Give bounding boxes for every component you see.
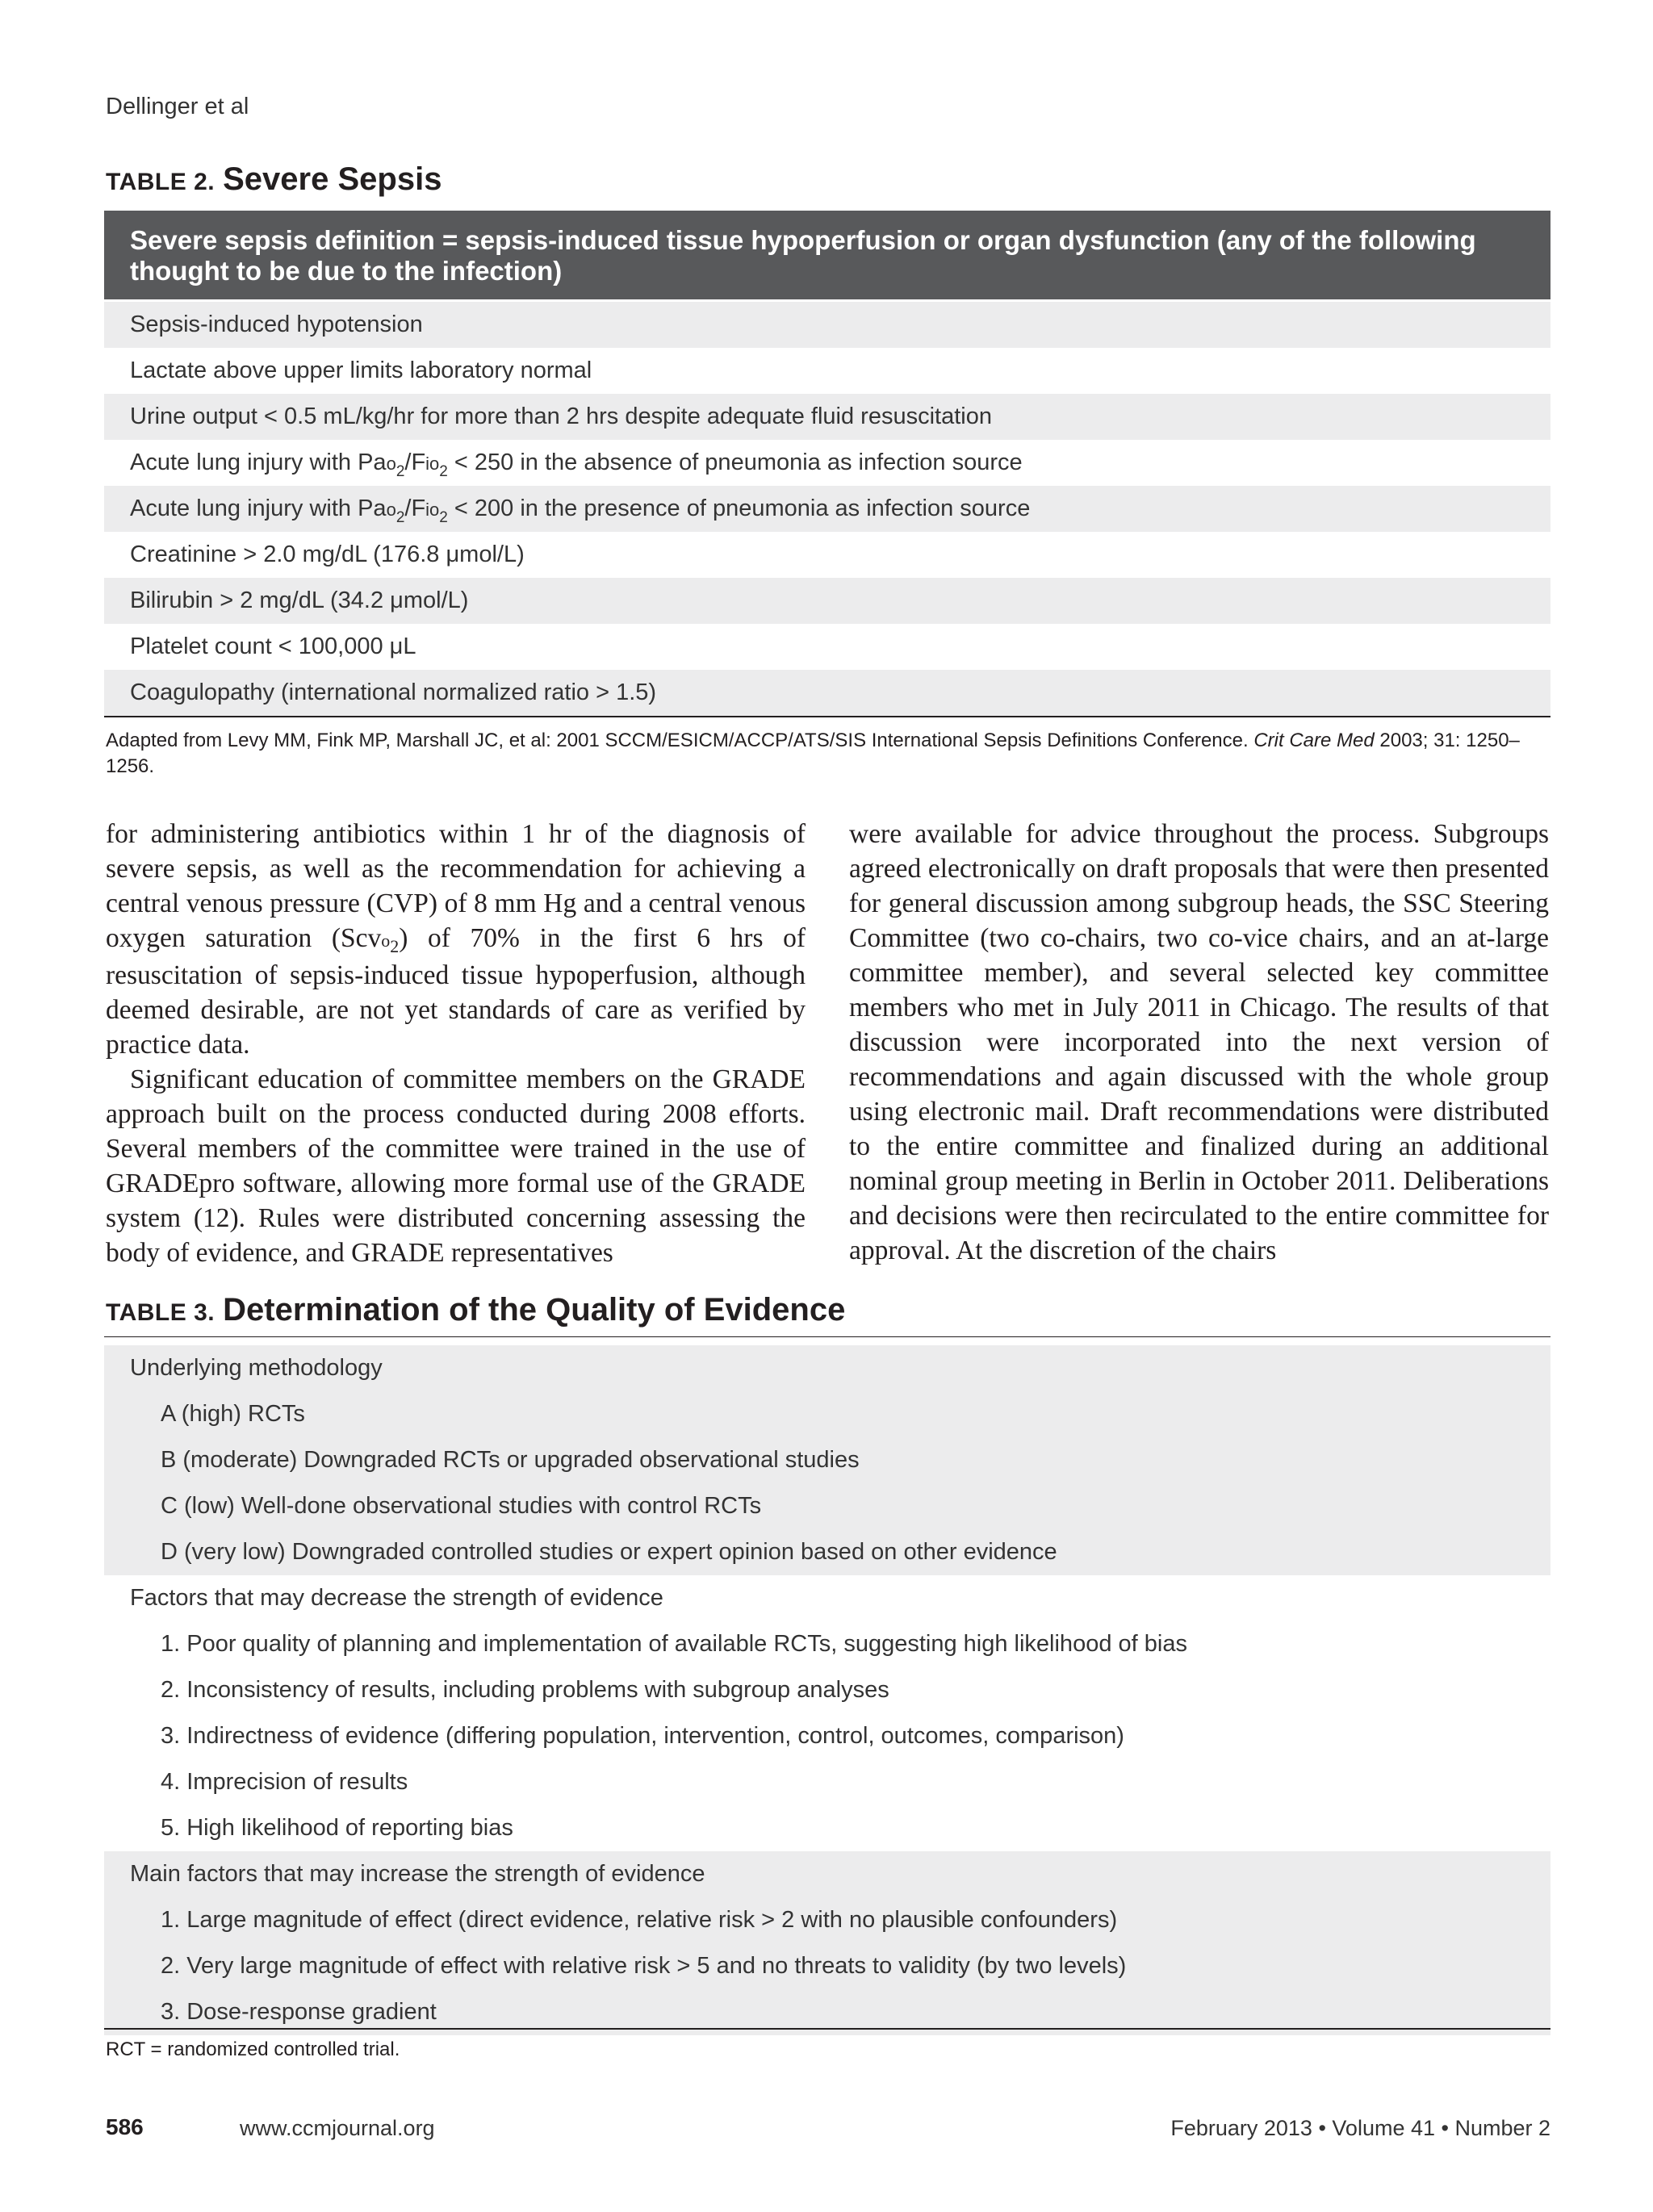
page-number: 586 (106, 2114, 144, 2139)
table-row: D (very low) Downgraded controlled studies or expert opinion based on other evidence (104, 1529, 1550, 1575)
table-row: 1. Poor quality of planning and implementation of available RCTs, suggesting high likelihood of bias (161, 1631, 1187, 1657)
table-row: Creatinine > 2.0 mg/dL (176.8 μmol/L) (130, 542, 525, 567)
table3-heading: Determination of the Quality of Evidence (223, 1292, 846, 1328)
paragraph: for administering antibiotics within 1 hr of the diagnosis of severe sepsis, as well as the recommendation for achieving a central venous pressure (CVP) of 8 mm Hg and a central venous oxygen saturation (Scvo$_2$) of 70% in the first 6 hrs of resuscitation of sepsis-induced tissue hypoperfusion, although deemed desirable, are not yet standards of care as verified by practice data. (106, 819, 806, 1060)
table-row: C (low) Well-done observational studies with control RCTs (104, 1483, 1550, 1529)
table2-header: Severe sepsis definition = sepsis-induced tissue hypoperfusion or organ dysfunction (any of the following thought to be due to the infection) (104, 211, 1550, 299)
table3-footnote: RCT = randomized controlled trial. (106, 2038, 400, 2060)
table-row: Sepsis-induced hypotension (104, 302, 1550, 348)
table-row: 5. High likelihood of reporting bias (161, 1815, 513, 1841)
table-row: Lactate above upper limits laboratory normal (130, 358, 592, 383)
table-row: Coagulopathy (international normalized ratio > 1.5) (104, 670, 1550, 716)
issue-info: February 2013 • Volume 41 • Number 2 (1170, 2116, 1550, 2140)
table-row: 4. Imprecision of results (161, 1769, 408, 1795)
table3-bottom-rule (104, 2028, 1550, 2030)
table3-label: TABLE 3. (106, 1299, 216, 1326)
body-column-left (106, 817, 806, 1270)
table2-heading: Severe Sepsis (223, 161, 442, 197)
table-row: Factors that may decrease the strength of evidence (130, 1585, 663, 1611)
paragraph: Significant education of committee members on the GRADE approach built on the process conducted during 2008 efforts. Several members of the committee were trained in the use of GRADEpro software, allowing more formal use of the GRADE system (12). Rules were distributed concerning assessing the body of evidence, and GRADE representatives (106, 1064, 806, 1268)
table2-footnote: Adapted from Levy MM, Fink MP, Marshall JC, et al: 2001 SCCM/ESICM/ACCP/ATS/SIS International Sepsis Definitions Conference. Crit Care Med 2003; 31: 1250–1256. (106, 730, 1520, 777)
table-row: 3. Indirectness of evidence (differing population, intervention, control, outcomes, comparison) (161, 1723, 1124, 1749)
table-row: 2. Very large magnitude of effect with relative risk > 5 and no threats to validity (by two levels) (104, 1943, 1550, 1989)
table3-body (104, 1345, 1550, 2035)
table-row: Main factors that may increase the strength of evidence (104, 1851, 1550, 1897)
running-head: Dellinger et al (106, 94, 249, 119)
table-row: Underlying methodology (104, 1345, 1550, 1391)
table-row: Platelet count < 100,000 μL (130, 633, 416, 659)
paragraph: were available for advice throughout the process. Subgroups agreed electronically on draft proposals that were then presented for general discussion among subgroup heads, the SSC Steering Committee (two co-chairs, two co-vice chairs, and an at-large committee member), and several selected key committee members who met in July 2011 in Chicago. The results of that discussion were incorporated into the next version of recommendations and again discussed with the whole group using electronic mail. Draft recommendations were distributed to the entire committee and finalized during an additional nominal group meeting in Berlin in October 2011. Deliberations and decisions were then recirculated to the entire committee for approval. At the discretion of the chairs (849, 819, 1549, 1265)
table2-bottom-rule (104, 716, 1550, 717)
table2-body (104, 302, 1550, 716)
table2-title (106, 161, 441, 198)
table-row: B (moderate) Downgraded RCTs or upgraded observational studies (104, 1437, 1550, 1483)
body-column-right (849, 817, 1549, 1268)
table-row: Acute lung injury with Pao$_2$/Fio$_2$ < 250 in the absence of pneumonia as infection source (130, 450, 1023, 480)
table-row: 2. Inconsistency of results, including problems with subgroup analyses (161, 1677, 889, 1703)
table-row: Urine output < 0.5 mL/kg/hr for more than 2 hrs despite adequate fluid resuscitation (104, 394, 1550, 440)
table3-title (106, 1292, 845, 1328)
table-row: Bilirubin > 2 mg/dL (34.2 μmol/L) (104, 578, 1550, 624)
table2-label: TABLE 2. (106, 169, 216, 195)
table-row: Acute lung injury with Pao$_2$/Fio$_2$ < 200 in the presence of pneumonia as infection source (104, 486, 1550, 532)
table-row: 1. Large magnitude of effect (direct evidence, relative risk > 2 with no plausible confounders) (104, 1897, 1550, 1943)
table-row: 3. Dose-response gradient (104, 1989, 1550, 2035)
journal-url: www.ccmjournal.org (240, 2116, 435, 2140)
table-row: A (high) RCTs (104, 1391, 1550, 1437)
table3-top-rule (104, 1336, 1550, 1337)
